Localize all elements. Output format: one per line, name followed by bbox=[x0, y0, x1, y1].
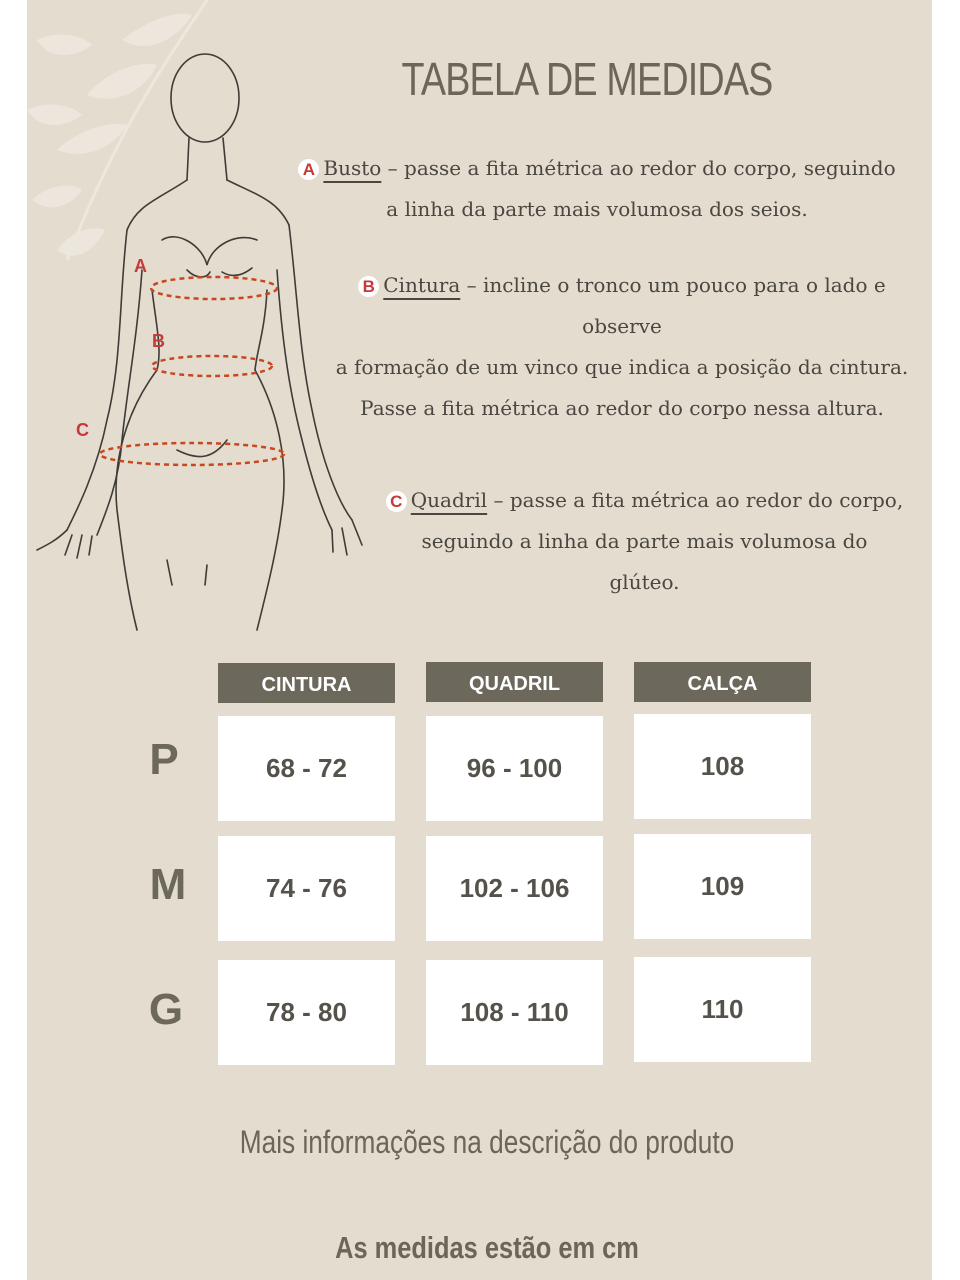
badge-b: B bbox=[358, 276, 379, 297]
cintura-line3: a formação de um vinco que indica a posição da cintura. bbox=[335, 355, 909, 379]
size-label-g: G bbox=[148, 985, 184, 1034]
badge-a: A bbox=[298, 159, 319, 180]
cintura-line2: observe bbox=[582, 314, 662, 338]
header-cintura: CINTURA bbox=[218, 663, 395, 703]
term-busto: Busto bbox=[323, 156, 382, 180]
cell-p-cintura: 68 - 72 bbox=[218, 716, 395, 821]
busto-line1: – passe a fita métrica ao redor do corpo, seguindo bbox=[381, 156, 896, 180]
busto-line2: a linha da parte mais volumosa dos seios. bbox=[386, 197, 808, 221]
figure-label-a: A bbox=[134, 256, 147, 276]
figure-label-b: B bbox=[152, 331, 165, 351]
quadril-line1: – passe a fita métrica ao redor do corpo, bbox=[487, 488, 904, 512]
quadril-line3: glúteo. bbox=[609, 570, 680, 594]
size-label-p: P bbox=[149, 735, 179, 784]
quadril-line2: seguindo a linha da parte mais volumosa do bbox=[421, 529, 868, 553]
cell-p-quadril: 96 - 100 bbox=[426, 716, 603, 821]
cell-g-cintura: 78 - 80 bbox=[218, 960, 395, 1065]
cell-g-calca: 110 bbox=[634, 957, 811, 1062]
cintura-line1: – incline o tronco um pouco para o lado e bbox=[460, 273, 886, 297]
footer-info: Mais informações na descrição do produto bbox=[239, 1124, 735, 1160]
term-quadril: Quadril bbox=[410, 488, 488, 512]
badge-c: C bbox=[386, 491, 407, 512]
cintura-line4: Passe a fita métrica ao redor do corpo nessa altura. bbox=[360, 396, 884, 420]
cell-m-cintura: 74 - 76 bbox=[218, 836, 395, 941]
cell-g-quadril: 108 - 110 bbox=[426, 960, 603, 1065]
header-quadril: QUADRIL bbox=[426, 662, 603, 702]
cell-m-quadril: 102 - 106 bbox=[426, 836, 603, 941]
measurement-cintura bbox=[317, 265, 927, 429]
measurement-busto bbox=[277, 148, 917, 230]
header-calca: CALÇA bbox=[634, 662, 811, 702]
figure-label-c: C bbox=[76, 420, 89, 440]
footer-units: As medidas estão em cm bbox=[335, 1230, 639, 1265]
cell-p-calca: 108 bbox=[634, 714, 811, 819]
size-chart-page bbox=[27, 0, 932, 1280]
page-title: TABELA DE MEDIDAS bbox=[401, 53, 773, 105]
term-cintura: Cintura bbox=[383, 273, 461, 297]
cell-m-calca: 109 bbox=[634, 834, 811, 939]
measurement-quadril bbox=[362, 480, 927, 603]
size-label-m: M bbox=[149, 860, 187, 909]
